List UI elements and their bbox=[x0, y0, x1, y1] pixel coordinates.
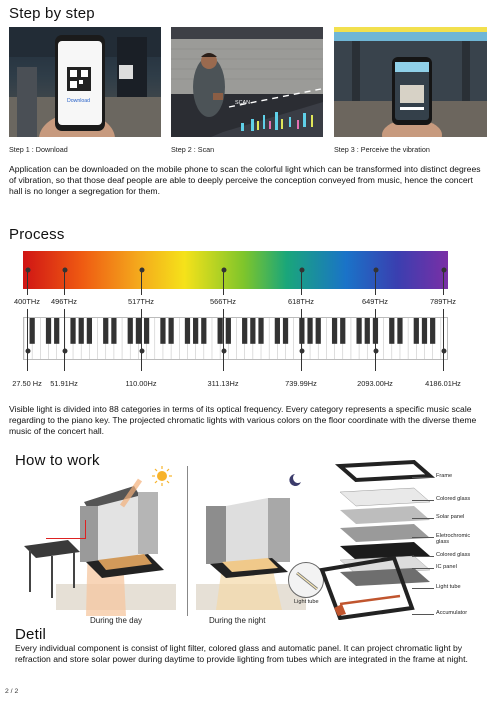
hz-label: 51.91Hz bbox=[50, 379, 78, 388]
piano-black-key bbox=[128, 318, 133, 344]
piano-black-key bbox=[365, 318, 370, 344]
photo-step-3-art bbox=[334, 27, 487, 137]
piano-black-key bbox=[54, 318, 59, 344]
piano-black-key bbox=[250, 318, 255, 344]
piano-black-key bbox=[356, 318, 361, 344]
thz-marker-dot bbox=[373, 268, 378, 273]
piano-black-key bbox=[258, 318, 263, 344]
hz-label: 311.13Hz bbox=[207, 379, 239, 388]
night-caption: During the night bbox=[209, 616, 266, 625]
piano-black-key bbox=[275, 318, 280, 344]
piano-black-key bbox=[160, 318, 165, 344]
section-title-detail: Detil bbox=[15, 626, 47, 643]
thz-marker-line bbox=[27, 270, 28, 295]
hz-label: 2093.00Hz bbox=[357, 379, 393, 388]
hz-marker-line bbox=[375, 309, 376, 371]
layer-leader-line bbox=[412, 518, 434, 519]
layer-label: Accumulator bbox=[436, 610, 468, 616]
section-title-how: How to work bbox=[15, 452, 100, 469]
piano-black-key bbox=[201, 318, 206, 344]
layer-leader-line bbox=[412, 500, 434, 501]
table-illustration bbox=[22, 532, 84, 602]
piano-black-key bbox=[414, 318, 419, 344]
hz-label: 27.50 Hz bbox=[12, 379, 42, 388]
piano-black-key bbox=[185, 318, 190, 344]
piano-black-key bbox=[30, 318, 35, 344]
piano-keys bbox=[24, 318, 448, 360]
detail-paragraph: Every individual component is consist of light filter, colored glass and automatic panel. It can project chromatic light by refraction and store solar power during daytime to provide lighting from tubes which are integrated in the frame at night. bbox=[15, 643, 468, 665]
thz-marker-line bbox=[64, 270, 65, 295]
hz-marker-line bbox=[64, 309, 65, 371]
hz-marker-line bbox=[223, 309, 224, 371]
thz-label: 496THz bbox=[51, 297, 77, 306]
layer-label: IC panel bbox=[436, 564, 457, 570]
piano-black-key bbox=[389, 318, 394, 344]
photo-step-1 bbox=[9, 27, 161, 137]
piano-black-key bbox=[242, 318, 247, 344]
step-paragraph: Application can be downloaded on the mobile phone to scan the colorful light which can be transformed into distinct degrees of vibration, so that those deaf people are able to deeply perceive the conception conveyed from music, hence the concert hall is no longer a segregation for them. bbox=[9, 164, 481, 197]
piano-black-key bbox=[103, 318, 108, 344]
hz-marker-line bbox=[27, 309, 28, 371]
thz-marker-dot bbox=[221, 268, 226, 273]
piano-black-key bbox=[226, 318, 231, 344]
piano-black-key bbox=[70, 318, 75, 344]
piano-black-key bbox=[218, 318, 223, 344]
layer-label: Solar panel bbox=[436, 514, 465, 520]
scan-label: SCAN bbox=[235, 100, 250, 106]
hz-marker-line bbox=[141, 309, 142, 371]
piano-black-key bbox=[422, 318, 427, 344]
hz-marker-dot bbox=[25, 349, 30, 354]
layer-leader-line bbox=[412, 588, 434, 589]
piano-black-key bbox=[193, 318, 198, 344]
hz-marker-dot bbox=[139, 349, 144, 354]
piano-black-key bbox=[397, 318, 402, 344]
piano-black-key bbox=[169, 318, 174, 344]
layers-art bbox=[318, 458, 438, 620]
piano-black-key bbox=[79, 318, 84, 344]
hz-marker-dot bbox=[441, 349, 446, 354]
thz-marker-line bbox=[141, 270, 142, 295]
thz-label: 649THz bbox=[362, 297, 388, 306]
day-caption: During the day bbox=[90, 616, 143, 625]
photo-step-2-art bbox=[171, 27, 323, 137]
thz-label: 517THz bbox=[128, 297, 154, 306]
layer-leader-line bbox=[412, 614, 434, 615]
thz-marker-line bbox=[443, 270, 444, 295]
photo-step-2 bbox=[171, 27, 323, 137]
thz-label: 566THz bbox=[210, 297, 236, 306]
light-tube-label: Light tube bbox=[294, 599, 319, 605]
layer-label: Frame bbox=[436, 473, 453, 479]
layer-leader-line bbox=[412, 556, 434, 557]
piano-black-key bbox=[46, 318, 51, 344]
hz-marker-line bbox=[301, 309, 302, 371]
layer-label: Colored glass bbox=[436, 552, 471, 558]
section-title-step: Step by step bbox=[9, 5, 95, 22]
layer-label: Light tube bbox=[436, 584, 461, 590]
piano-black-key bbox=[316, 318, 321, 344]
piano-black-key bbox=[332, 318, 337, 344]
hz-marker-line bbox=[443, 309, 444, 371]
hz-marker-dot bbox=[62, 349, 67, 354]
layer-leader-line bbox=[412, 537, 434, 538]
layer-label: Colored glass bbox=[436, 496, 471, 502]
caption-step-3: Step 3 : Perceive the vibration bbox=[334, 145, 430, 154]
piano-black-key bbox=[340, 318, 345, 344]
thz-marker-line bbox=[301, 270, 302, 295]
hz-label: 110.00Hz bbox=[125, 379, 157, 388]
layer-label: Eletrochromic glass bbox=[436, 533, 471, 546]
thz-marker-dot bbox=[299, 268, 304, 273]
page-number: 2 / 2 bbox=[5, 688, 19, 695]
thz-label: 400THz bbox=[14, 297, 40, 306]
caption-step-2: Step 2 : Scan bbox=[171, 145, 215, 154]
layer-leader-line bbox=[412, 477, 434, 478]
hz-label: 4186.01Hz bbox=[425, 379, 461, 388]
color-spectrum-bar bbox=[23, 251, 448, 289]
thz-marker-line bbox=[375, 270, 376, 295]
thz-marker-dot bbox=[139, 268, 144, 273]
table-callout-line bbox=[46, 538, 86, 539]
piano-keyboard bbox=[23, 317, 448, 360]
piano-black-key bbox=[111, 318, 116, 344]
thz-marker-dot bbox=[62, 268, 67, 273]
thz-label: 789THz bbox=[430, 297, 456, 306]
thz-marker-line bbox=[223, 270, 224, 295]
table-callout-line-vertical bbox=[85, 520, 86, 538]
hz-marker-dot bbox=[221, 349, 226, 354]
day-night-divider bbox=[187, 466, 188, 616]
hz-label: 739.99Hz bbox=[285, 379, 317, 388]
piano-black-key bbox=[144, 318, 149, 344]
thz-marker-dot bbox=[441, 268, 446, 273]
thz-marker-dot bbox=[25, 268, 30, 273]
piano-black-key bbox=[87, 318, 92, 344]
section-title-process: Process bbox=[9, 226, 65, 243]
exploded-layers-diagram bbox=[318, 458, 438, 620]
piano-black-key bbox=[283, 318, 288, 344]
process-paragraph: Visible light is divided into 88 categories in terms of its optical frequency. Every category represents a specific music scale regarding to the piano key. The projected chromatic lights with various colors on the floor coordinate with the diverse theme music of the concert hall. bbox=[9, 404, 477, 437]
piano-black-key bbox=[430, 318, 435, 344]
photo-step-1-art bbox=[9, 27, 161, 137]
piano-black-key bbox=[307, 318, 312, 344]
thz-label: 618THz bbox=[288, 297, 314, 306]
caption-step-1: Step 1 : Download bbox=[9, 145, 68, 154]
photo-step-3 bbox=[334, 27, 487, 137]
hz-marker-dot bbox=[299, 349, 304, 354]
layer-leader-line bbox=[412, 568, 434, 569]
phone-download-label: Download bbox=[67, 98, 91, 104]
table-art bbox=[22, 532, 84, 602]
hz-marker-dot bbox=[373, 349, 378, 354]
